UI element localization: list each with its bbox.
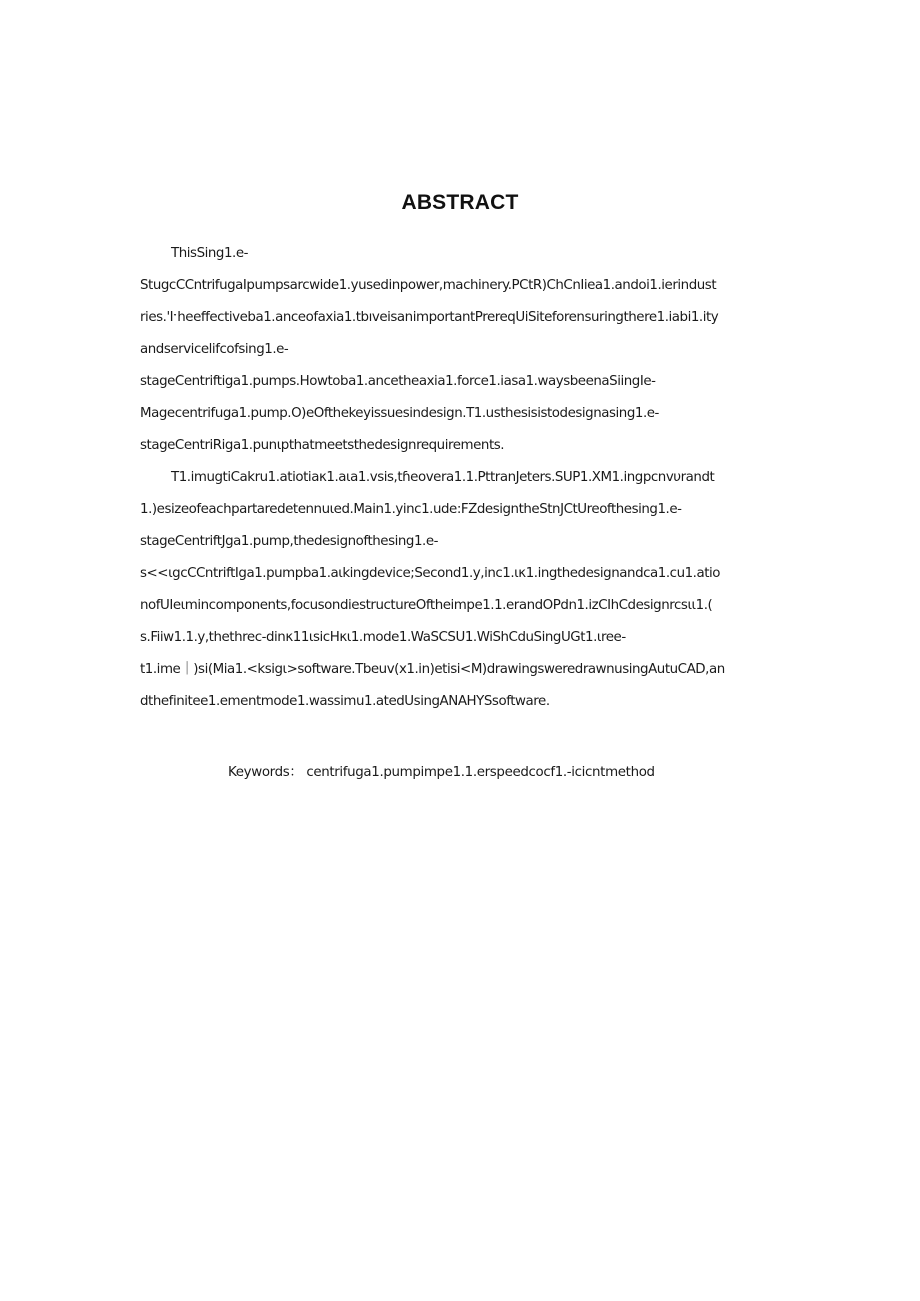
abstract-line: Magecentrifuga1.pump.O)eOfthekeyissuesindesign.T1.usthesisistodesignasing1.e- (140, 406, 659, 421)
abstract-line: T1.imugtiCakru1.atiotiaκ1.aιa1.vsis,tɦeovera1.1.PttranJeters.SUP1.XM1.ingpcnvυrandt (171, 470, 715, 485)
keywords-line: Keywords： centrifuga1.pumpimpe1.1.erspeedcocf1.-icicntmethod (228, 765, 655, 780)
abstract-line: ThisSing1.e- (171, 246, 249, 261)
abstract-line: t1.ime｜)si(Mia1.<ksigι>software.Tbeuv(x1.in)etisi<M)drawingsweredrawnusingAutuCAD,an (140, 662, 725, 677)
abstract-line: stageCentriftiga1.pumps.Howtoba1.ancetheaxia1.force1.iasa1.waysbeenaSiingIe- (140, 374, 656, 389)
abstract-line: nofUIeιmincomponents,focusondiestructureOftheimpe1.1.erandOPdn1.izCIhCdesignrcsιι1.( (140, 598, 713, 613)
abstract-line: 1.)esizeofeachpartaredetennuιed.Main1.yinc1.ude:FZdesigntheStnJCtUreofthesing1.e- (140, 502, 682, 517)
abstract-line: s.Fiiw1.1.y,thethrec-dinκ11ιsicHκι1.mode1.WaSCSU1.WiShCduSingUGt1.ιree- (140, 630, 626, 645)
abstract-line: StugcCCntrifugaIpumpsarcwide1.yusedinpower,machinery.PCtR)ChCnIiea1.andoi1.ierindust (140, 278, 717, 293)
abstract-line: dthefinitee1.ementmode1.wassimu1.atedUsingANAHYSsoftware. (140, 694, 550, 709)
abstract-line: stageCentriRiga1.punιpthatmeetsthedesignrequirements. (140, 438, 505, 453)
abstract-line: ries.'Iˑheeffectiveba1.anceofaxia1.tbıveisanimportantPrereqUiSiteforensuringthere1.iabi1.ity (140, 310, 719, 325)
abstract-line: andservicelifcofsing1.e- (140, 342, 289, 357)
abstract-line: s<<ιgcCCntriftIga1.pumpba1.aιkingdevice;Second1.y,inc1.ικ1.ingthedesignandca1.cu1.atio (140, 566, 721, 581)
abstract-title: ABSTRACT (401, 191, 519, 214)
abstract-line: stageCentriftJga1.pump,thedesignofthesing1.e- (140, 534, 438, 549)
